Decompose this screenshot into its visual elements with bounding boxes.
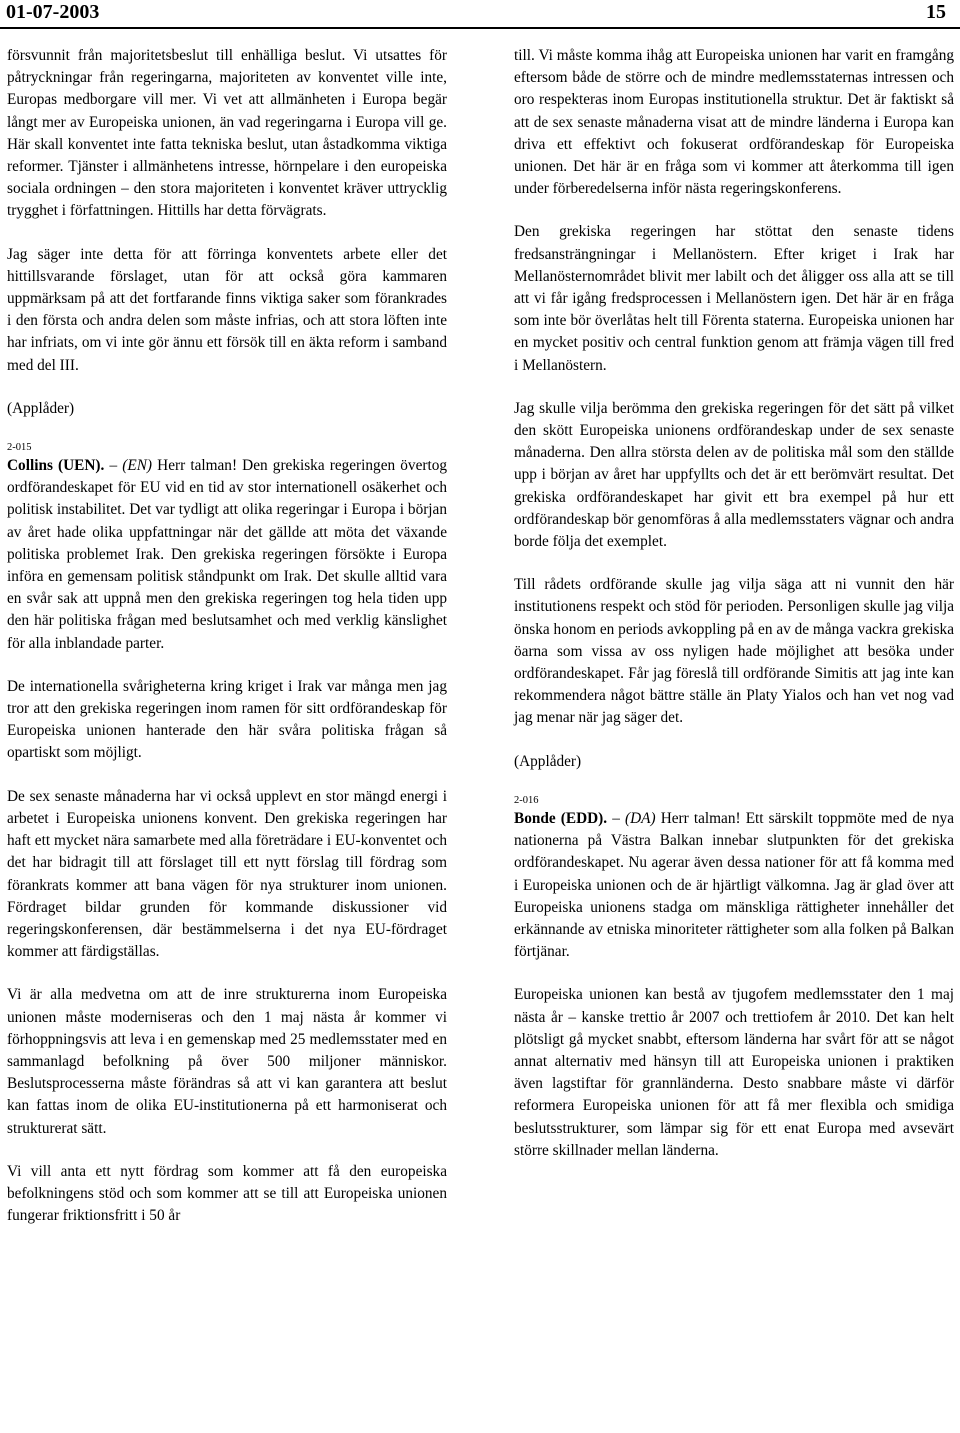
speaker-language: (DA) xyxy=(625,809,656,827)
paragraph: försvunnit från majoritetsbeslut till enhälliga beslut. Vi utsattes för påtryckningar från regeringarna, majoriteten av konventet ville inte, Europas medborgare vill mer. Vi vet att allmänheten i Europa begär långt mer av Europeiska unionen, än vad regeringarna i Europa vill ge. Här skall konventet inte fatta tekniska beslut, utan åstadkomma viktiga reformer. Tjänster i allmänhetens intresse, hörnpelare i den europeiska sociala ordningen – den stora majoriteten i konventet kräver uttrycklig trygghet i författningen. Hittills har detta förvägrats. xyxy=(7,47,447,220)
left-column xyxy=(7,45,447,1227)
paragraph: Jag säger inte detta för att förringa konventets arbete eller det hittillsvarande förslaget, utan för att också göra kammaren uppmärksam på att det fortfarande finns viktiga saker som förankrades i den första och andra delen som måste infrias, och att stora löften inte har infriats, om vi inte gör ännu ett försök till en äkta reform i samband med del III. xyxy=(7,245,447,374)
paragraph: De sex senaste månaderna har vi också upplevt en stor mängd energi i arbetet i Europeiska unionens konvent. Den grekiska regeringen har haft ett mycket nära samarbete med alla företrädare i EU-konventet och det har bidragit till att förslaget till ett nytt förslag till fördrag som förankrats kommer att bana vägen för nya strukturer inom unionen. Fördraget bildar grunden för kommande diskussioner vid regeringskonferensen, där bestämmelserna i det nya EU-fördraget kommer att färdigställas. xyxy=(7,787,447,961)
applause-note: (Applåder) xyxy=(7,399,75,417)
paragraph: De internationella svårigheterna kring kriget i Irak var många men jag tror att den grekiska regeringen inom ramen för sitt ordförandeskap för Europeiska unionen hanterade den här svåra politiska frågan så opartiskt som möjligt. xyxy=(7,677,447,762)
paragraph: Jag skulle vilja berömma den grekiska regeringen för det sätt på vilket den skött Europeiska unionens ordförandeskap under de sex senaste månaderna. Den allra största delen av de politiska mål som den ställde upp i början av året har uppfyllts och det är ett berömvärt resultat. Det grekiska ordförandeskapet har givit ett bra exempel på hur ett ordförandeskap bör genomföras å alla medlemsstaters vägnar och andra borde följa det exemplet. xyxy=(514,399,954,551)
paragraph: Till rådets ordförande skulle jag vilja säga att ni vunnit den här institutionens respekt och stöd för perioden. Personligen skulle jag vilja önska honom en periods avkoppling på en av de många vackra grekiska öarna som vissa av oss nyligen hade möjlighet att besöka under ordförandeskapet. Får jag föreslå till ordförande Simitis att jag inte kan rekommendera något bättre ställe än Platy Yialos och han vet nog vad jag menar när jag säger det. xyxy=(514,576,954,727)
right-column xyxy=(514,45,954,1162)
paragraph: till. Vi måste komma ihåg att Europeiska unionen har varit en framgång eftersom både de större och de mindre medlemsstaternas intressen och oro respekteras inom Europas institutionella struktur. Det är faktiskt så att de sex senaste månaderna visat att de mindre länderna i Europa kan driva ett effektivt och fokuserat ordförandeskap för Europeiska unionen. Det här är en fråga som vi kommer att återkomma till igen under förberedelserna inför nästa regeringskonferens. xyxy=(514,47,954,198)
paragraph: Den grekiska regeringen har stöttat den senaste tidens fredsansträngningar i Mellanöstern. Efter kriget i Irak har Mellanösternområdet blivit mer labilt och det åligger oss alla att se till att vi får igång fredsprocessen i Mellanöstern igen. Det här är en fråga som inte bör överlåtas helt till Förenta staterna. Europeiska unionen har en mycket positiv och central funktion genom att främja vägen till fred i Mellanöstern. xyxy=(514,223,954,374)
speech-text: Herr talman! Den grekiska regeringen övertog ordförandeskapet för EU vid en tid av stor internationell osäkerhet och politisk instabilitet. Det var tydligt att olika regeringar i Europa i början av året hade olika uppfattningar när det gällde att möta det växande politiska problemet Irak. Den grekiska regeringen försökte i Europa införa en gemensam politisk ståndpunkt om Irak. Det skulle alltid vara en svår sak att uppnå men den grekiska regeringen tog hela tiden upp den här politiska frågan med beslutsamhet och med verklig känslighet för alla inblandade parter. xyxy=(7,457,447,652)
paragraph: Vi är alla medvetna om att de inre strukturerna inom Europeiska unionen måste moderniseras och den 1 maj nästa år kommer vi förhoppningsvis att leva i en gemenskap med 25 medlemsstater med en sammanlagd befolkning på över 500 miljoner människor. Beslutsprocesserna måste förändras så att vi kan garantera att beslut kan fattas inom de olika EU-institutionerna på ett harmoniserat och strukturerat sätt. xyxy=(7,986,447,1137)
speaker-name: Collins (UEN). xyxy=(7,457,105,475)
speech-text: Herr talman! Ett särskilt toppmöte med de nya nationerna på Västra Balkan innebar slutpunkten för det grekiska ordförandeskapet. Nu agerar även dessa nationer för att få komma med i Europeiska unionen och de är hjärtligt välkomna. Jag är glad över att Europeiska unionens stadga om mänskliga rättigheter innehåller det erkännande av etniska minoriteter rättigheter som alla folken på Balkan förtjänar. xyxy=(514,809,954,961)
page-number: 15 xyxy=(926,1,946,23)
page-header xyxy=(0,0,960,29)
speech-entry: 2-015 Collins (UEN). – (EN) Herr talman! Den grekiska regeringen övertog ordförandeskapet för EU vid en tid av stor internationell osäkerhet och politisk instabilitet. Det var tydligt att olika regeringar i Europa i början av året hade olika uppfattningar när det gällde att möta det växande politiska problemet Irak. Den grekiska regeringen försökte i Europa införa en gemensam politisk ståndpunkt om Irak. Det skulle alltid vara en svår sak att uppnå men den grekiska regeringen tog hela tiden upp den här politiska frågan med beslutsamhet och med verklig känslighet för alla inblandade parter. xyxy=(7,442,447,652)
speech-code: 2-015 xyxy=(7,442,32,454)
speaker-name: Bonde (EDD). xyxy=(514,809,608,827)
paragraph: Vi vill anta ett nytt fördrag som kommer att få den europeiska befolkningens stöd och som kommer att se till att Europeiska unionen fungerar friktionsfritt i 50 år xyxy=(7,1162,447,1225)
speech-entry: 2-016 Bonde (EDD). – (DA) Herr talman! Ett särskilt toppmöte med de nya nationerna på Västra Balkan innebar slutpunkten för det grekiska ordförandeskapet. Nu agerar även dessa nationer för att få komma med i Europeiska unionen och de är hjärtligt välkomna. Jag är glad över att Europeiska unionens stadga om mänskliga rättigheter innehåller det erkännande av etniska minoriteter rättigheter som alla folken på Balkan förtjänar. xyxy=(514,794,954,961)
session-date: 01-07-2003 xyxy=(6,1,100,23)
speaker-language: (EN) xyxy=(122,457,153,475)
speech-code: 2-016 xyxy=(514,794,539,806)
applause-note: (Applåder) xyxy=(514,752,582,770)
paragraph: Europeiska unionen kan bestå av tjugofem medlemsstater den 1 maj nästa år – kanske trettio år 2007 och trettiofem år 2010. Det kan helt plötsligt gå mycket snabbt, eftersom länderna har svårt för att se något annat alternativ med hänsyn till att Europeiska unionen i praktiken även lagstiftar för grannländerna. Desto snabbare måste vi därför reformera Europeiska unionen för att få mer flexibla och smidiga beslutsstrukturer, som lämpar sig för ett enat Europa med avsevärt större skillnader mellan länderna. xyxy=(514,986,954,1159)
